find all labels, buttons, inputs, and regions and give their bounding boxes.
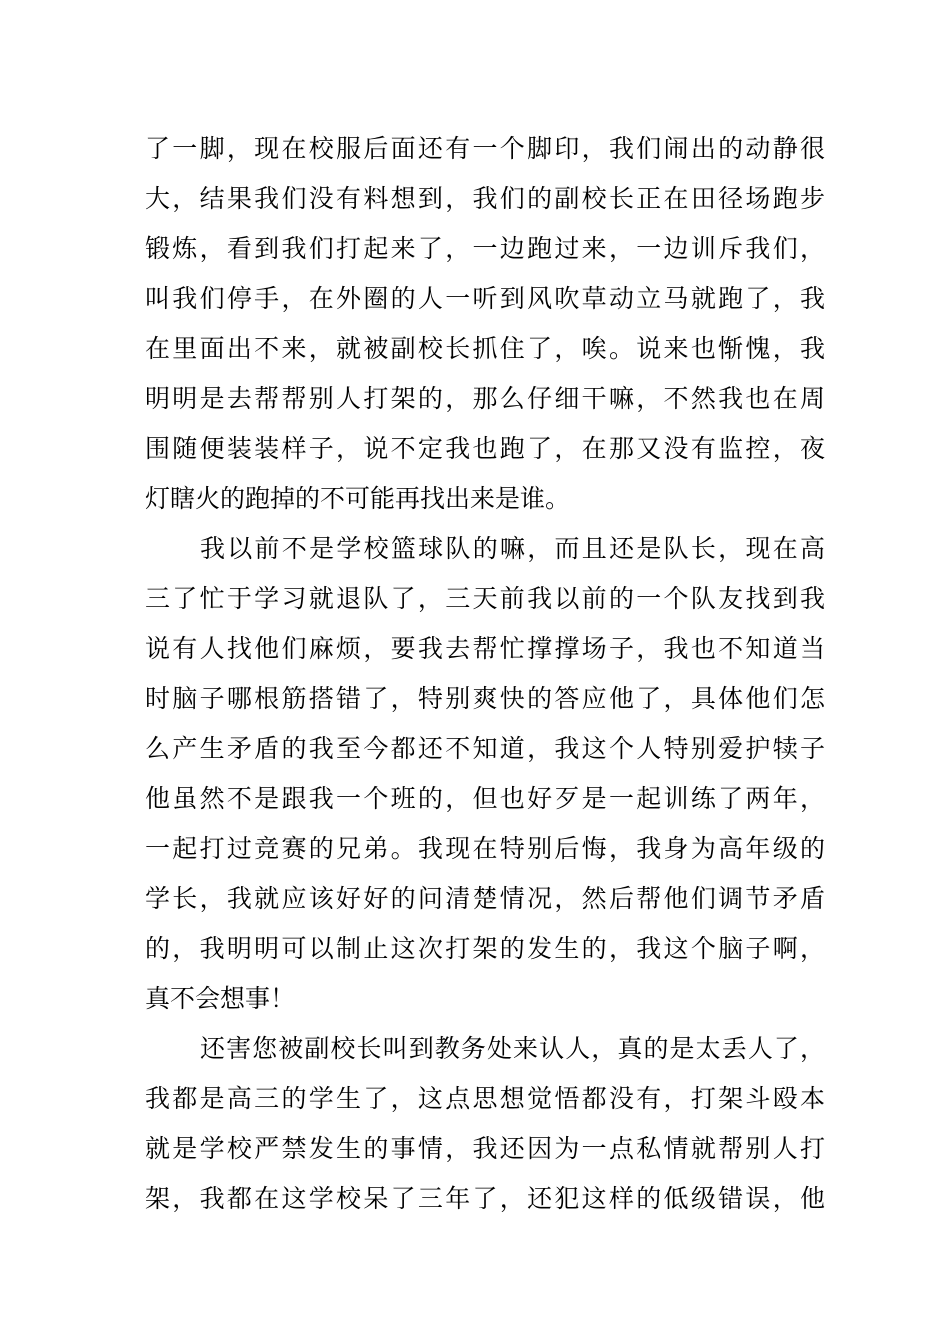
text-line: 大，结果我们没有料想到，我们的副校长正在田径场跑步 xyxy=(145,184,825,213)
body-text xyxy=(145,124,825,1224)
paragraph-2 xyxy=(145,524,825,1024)
text-line: 在里面出不来，就被副校长抓住了，唉。说来也惭愧，我 xyxy=(145,334,825,363)
text-line: 架，我都在这学校呆了三年了，还犯这样的低级错误，他 xyxy=(145,1184,825,1213)
text-line: 三了忙于学习就退队了，三天前我以前的一个队友找到我 xyxy=(145,584,825,613)
text-line: 锻炼，看到我们打起来了，一边跑过来，一边训斥我们， xyxy=(145,234,825,263)
text-line: 么产生矛盾的我至今都还不知道，我这个人特别爱护犊子 xyxy=(145,734,825,763)
text-line: 明明是去帮帮别人打架的，那么仔细干嘛，不然我也在周 xyxy=(145,384,825,413)
paragraph-3 xyxy=(145,1024,825,1224)
text-line: 我都是高三的学生了，这点思想觉悟都没有，打架斗殴本 xyxy=(145,1084,825,1113)
text-line: 了一脚，现在校服后面还有一个脚印，我们闹出的动静很 xyxy=(145,134,825,163)
text-line: 就是学校严禁发生的事情，我还因为一点私情就帮别人打 xyxy=(145,1134,825,1163)
text-line: 围随便装装样子，说不定我也跑了，在那又没有监控，夜 xyxy=(145,434,825,463)
text-line: 还害您被副校长叫到教务处来认人，真的是太丢人了， xyxy=(200,1034,825,1063)
text-line: 的，我明明可以制止这次打架的发生的，我这个脑子啊， xyxy=(145,934,825,963)
text-line: 他虽然不是跟我一个班的，但也好歹是一起训练了两年， xyxy=(145,784,825,813)
text-line: 真不会想事！ xyxy=(145,984,296,1013)
text-line: 时脑子哪根筋搭错了，特别爽快的答应他了，具体他们怎 xyxy=(145,684,825,713)
text-line: 我以前不是学校篮球队的嘛，而且还是队长，现在高 xyxy=(200,534,825,563)
text-line: 灯瞎火的跑掉的不可能再找出来是谁。 xyxy=(145,484,571,513)
text-line: 一起打过竞赛的兄弟。我现在特别后悔，我身为高年级的 xyxy=(145,834,825,863)
text-line: 学长，我就应该好好的问清楚情况，然后帮他们调节矛盾 xyxy=(145,884,825,913)
text-line: 叫我们停手，在外圈的人一听到风吹草动立马就跑了，我 xyxy=(145,284,825,313)
text-line: 说有人找他们麻烦，要我去帮忙撑撑场子，我也不知道当 xyxy=(145,634,825,663)
paragraph-1 xyxy=(145,124,825,524)
